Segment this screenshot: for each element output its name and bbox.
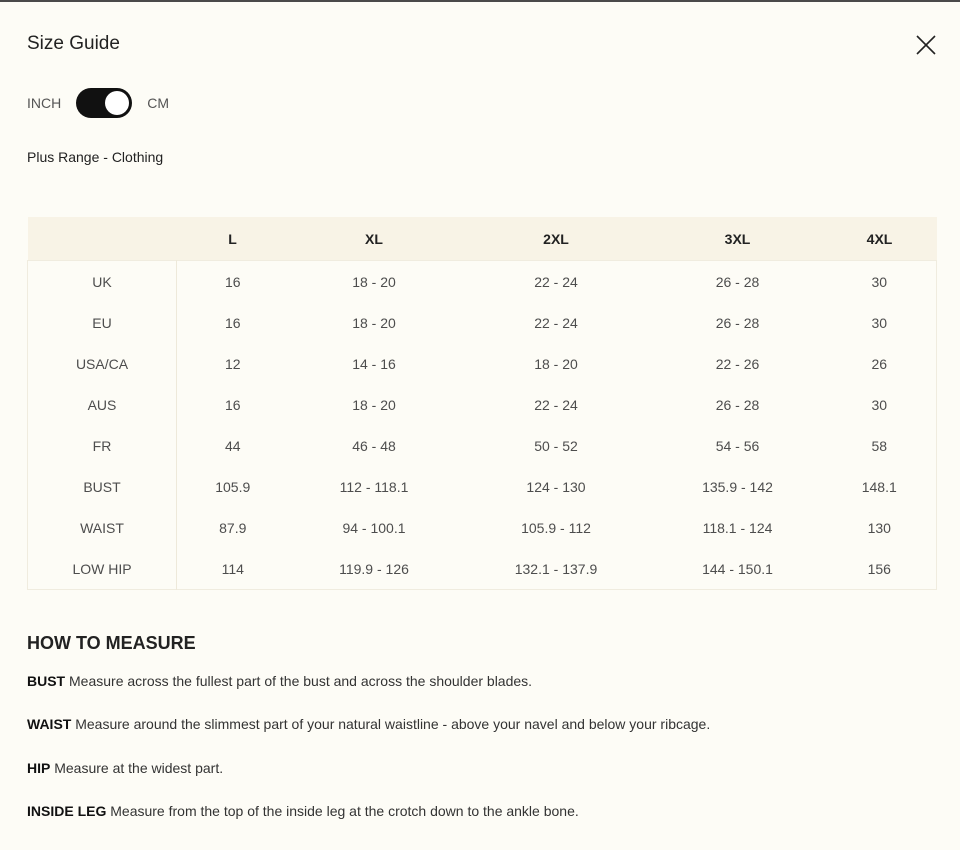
table-row-label: WAIST	[28, 507, 177, 548]
unit-toggle[interactable]	[76, 88, 132, 118]
table-cell: 22 - 24	[534, 314, 578, 331]
table-row-label: EU	[28, 302, 177, 343]
table-cell: 30	[871, 273, 888, 290]
table-cell: 18 - 20	[352, 314, 396, 331]
table-cell: 46 - 48	[352, 437, 396, 454]
table-header-cell: XL	[365, 230, 383, 247]
measure-text: Measure from the top of the inside leg at the crotch down to the ankle bone.	[106, 803, 579, 819]
table-cell: 26	[871, 355, 888, 372]
table-cell: 26 - 28	[715, 314, 760, 331]
table-row-label: LOW HIP	[28, 548, 177, 590]
table-header-row	[28, 217, 937, 261]
measure-text: Measure at the widest part.	[50, 760, 224, 776]
table-cell: 94 - 100.1	[342, 519, 406, 536]
table-row	[28, 343, 937, 384]
table-header-cell: 3XL	[724, 230, 751, 247]
table-cell: 148.1	[861, 478, 897, 495]
table-cell: 44	[224, 437, 241, 454]
measure-item-inside-leg	[27, 803, 579, 819]
measure-item-hip	[27, 760, 223, 776]
table-cell: 30	[871, 314, 888, 331]
table-cell: 14 - 16	[352, 355, 396, 372]
size-table	[27, 217, 937, 590]
measure-term: WAIST	[27, 716, 72, 732]
measure-term: INSIDE LEG	[27, 803, 107, 819]
table-cell: 132.1 - 137.9	[514, 560, 598, 577]
measure-item-bust	[27, 673, 532, 689]
table-row	[28, 548, 937, 590]
table-cell: 12	[224, 355, 241, 372]
table-cell: 144 - 150.1	[702, 560, 773, 577]
top-border	[0, 0, 960, 2]
table-cell: 118.1 - 124	[702, 519, 773, 536]
table-cell: 105.9 - 112	[521, 519, 591, 536]
measure-text: Measure around the slimmest part of your natural waistline - above your navel and below your ribcage.	[71, 716, 711, 732]
table-cell: 135.9 - 142	[702, 478, 773, 495]
table-row	[28, 384, 937, 425]
close-button[interactable]	[912, 31, 940, 59]
table-cell: 22 - 26	[715, 355, 760, 372]
table-row	[28, 507, 937, 548]
table-header-cell: 2XL	[543, 230, 569, 247]
table-cell: 156	[867, 560, 891, 577]
table-cell: 54 - 56	[715, 437, 760, 454]
how-to-measure-heading: HOW TO MEASURE	[27, 633, 196, 653]
table-cell: 114	[221, 560, 244, 577]
close-icon	[912, 31, 940, 59]
table-row-label: FR	[28, 425, 177, 466]
table-row-label: BUST	[28, 466, 177, 507]
table-row	[28, 261, 937, 303]
table-row	[28, 425, 937, 466]
table-cell: 22 - 24	[534, 396, 578, 413]
range-title: Plus Range - Clothing	[27, 149, 164, 165]
table-header-cell: 4XL	[866, 230, 893, 247]
table-cell: 16	[224, 273, 241, 290]
unit-label-inch[interactable]: INCH	[27, 95, 62, 111]
measure-text: Measure across the fullest part of the bust and across the shoulder blades.	[65, 673, 533, 689]
table-header-cell: L	[228, 230, 237, 247]
unit-switch-row	[27, 88, 169, 118]
measure-term: BUST	[27, 673, 66, 689]
table-cell: 87.9	[219, 519, 247, 536]
table-row	[28, 466, 937, 507]
table-cell: 26 - 28	[715, 273, 760, 290]
measure-term: HIP	[27, 760, 51, 776]
table-cell: 26 - 28	[715, 396, 760, 413]
unit-label-cm[interactable]: CM	[147, 95, 170, 111]
measure-item-waist	[27, 716, 710, 732]
table-cell: 30	[871, 396, 888, 413]
table-row-label: AUS	[28, 384, 177, 425]
table-header-cell	[28, 217, 177, 261]
table-row-label: UK	[28, 261, 177, 303]
modal-title: Size Guide	[27, 33, 120, 54]
table-row	[28, 302, 937, 343]
table-cell: 119.9 - 126	[339, 560, 409, 577]
table-cell: 16	[224, 396, 241, 413]
toggle-knob	[105, 91, 129, 115]
table-cell: 130	[867, 519, 891, 536]
table-cell: 50 - 52	[534, 437, 578, 454]
table-cell: 105.9	[215, 478, 251, 495]
table-cell: 18 - 20	[352, 273, 396, 290]
table-cell: 18 - 20	[534, 355, 578, 372]
table-cell: 58	[871, 437, 888, 454]
table-cell: 16	[224, 314, 241, 331]
table-cell: 22 - 24	[534, 273, 578, 290]
table-cell: 18 - 20	[352, 396, 396, 413]
table-cell: 124 - 130	[526, 478, 586, 495]
table-row-label: USA/CA	[28, 343, 177, 384]
table-cell: 112 - 118.1	[339, 478, 409, 495]
